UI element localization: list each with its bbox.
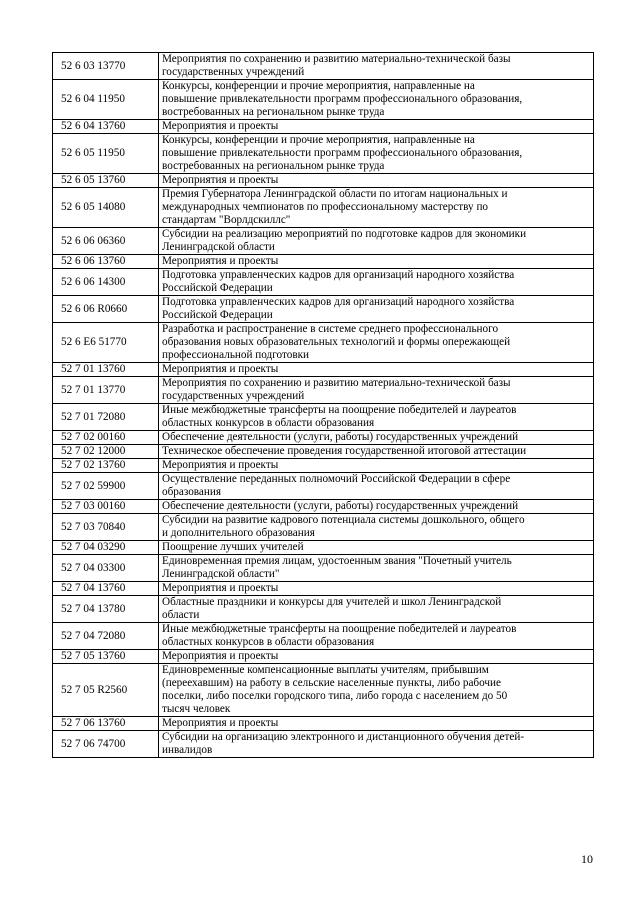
description-line: востребованных на региональном рынке труда	[162, 160, 385, 172]
table-row	[53, 323, 594, 363]
row-description	[159, 269, 594, 296]
description-line: стандартам "Ворлдскиллс"	[162, 214, 291, 226]
row-description	[159, 174, 594, 188]
table-row	[53, 120, 594, 134]
row-code: 52 6 05 14080	[53, 188, 159, 228]
table-row	[53, 255, 594, 269]
description-line: Иные межбюджетные трансферты на поощрение победителей и лауреатов	[162, 623, 517, 635]
description-line: Мероприятия и проекты	[162, 582, 279, 594]
table-row	[53, 80, 594, 120]
table-row	[53, 514, 594, 541]
description-line: области	[162, 609, 200, 621]
row-code: 52 6 E6 51770	[53, 323, 159, 363]
row-code: 52 7 05 R2560	[53, 664, 159, 717]
row-code: 52 7 04 03300	[53, 555, 159, 582]
description-line: международных чемпионатов по профессиональному мастерству по	[162, 201, 489, 213]
description-line: Субсидии на реализацию мероприятий по подготовке кадров для экономики	[162, 228, 527, 240]
description-line: областных конкурсов в области образования	[162, 417, 375, 429]
description-line: Мероприятия по сохранению и развитию материально-технической базы	[162, 377, 511, 389]
description-line: Подготовка управленческих кадров для организаций народного хозяйства	[162, 269, 515, 281]
row-description	[159, 377, 594, 404]
table-row	[53, 555, 594, 582]
description-line: Мероприятия и проекты	[162, 120, 279, 132]
table-row	[53, 134, 594, 174]
table-row	[53, 623, 594, 650]
row-code: 52 6 04 13760	[53, 120, 159, 134]
row-code: 52 6 06 06360	[53, 228, 159, 255]
description-line: государственных учреждений	[162, 390, 305, 402]
description-line: Обеспечение деятельности (услуги, работы) государственных учреждений	[162, 500, 519, 512]
table-row	[53, 500, 594, 514]
description-line: Мероприятия и проекты	[162, 717, 279, 729]
row-code: 52 6 06 13760	[53, 255, 159, 269]
row-description	[159, 623, 594, 650]
table-row	[53, 664, 594, 717]
row-description	[159, 459, 594, 473]
description-line: профессиональной подготовки	[162, 349, 310, 361]
row-code: 52 7 02 59900	[53, 473, 159, 500]
table-row	[53, 650, 594, 664]
row-description	[159, 80, 594, 120]
description-line: повышение привлекательности программ профессионального образования,	[162, 93, 523, 105]
row-code: 52 7 04 13760	[53, 582, 159, 596]
row-description	[159, 323, 594, 363]
description-line: Конкурсы, конференции и прочие мероприятия, направленные на	[162, 134, 475, 146]
table-row	[53, 541, 594, 555]
description-line: Обеспечение деятельности (услуги, работы) государственных учреждений	[162, 431, 519, 443]
row-description	[159, 596, 594, 623]
page-number: 10	[581, 852, 593, 866]
table-row	[53, 377, 594, 404]
description-line: (переехавшим) на работу в сельские населенные пункты, либо рабочие	[162, 677, 501, 689]
row-code: 52 7 02 12000	[53, 445, 159, 459]
row-description	[159, 431, 594, 445]
description-line: Осуществление переданных полномочий Российской Федерации в сфере	[162, 473, 511, 485]
row-description	[159, 473, 594, 500]
description-line: востребованных на региональном рынке труда	[162, 106, 385, 118]
description-line: Мероприятия по сохранению и развитию материально-технической базы	[162, 53, 511, 65]
description-line: Мероприятия и проекты	[162, 459, 279, 471]
description-line: Единовременные компенсационные выплаты учителям, прибывшим	[162, 664, 489, 676]
row-description	[159, 134, 594, 174]
description-line: Техническое обеспечение проведения государственной итоговой аттестации	[162, 445, 527, 457]
description-line: Мероприятия и проекты	[162, 255, 279, 267]
table-row	[53, 582, 594, 596]
row-description	[159, 53, 594, 80]
description-line: Мероприятия и проекты	[162, 174, 279, 186]
row-code: 52 7 02 00160	[53, 431, 159, 445]
row-description	[159, 582, 594, 596]
description-line: областных конкурсов в области образования	[162, 636, 375, 648]
table-row	[53, 363, 594, 377]
description-line: и дополнительного образования	[162, 527, 315, 539]
description-line: Субсидии на организацию электронного и дистанционного обучения детей-	[162, 731, 525, 743]
table-row	[53, 269, 594, 296]
description-line: Ленинградской области	[162, 241, 275, 253]
row-code: 52 7 01 13770	[53, 377, 159, 404]
table-body	[53, 53, 594, 758]
row-code: 52 6 05 13760	[53, 174, 159, 188]
description-line: повышение привлекательности программ профессионального образования,	[162, 147, 523, 159]
table-row	[53, 296, 594, 323]
row-code: 52 7 06 13760	[53, 717, 159, 731]
table-row	[53, 596, 594, 623]
row-code: 52 7 04 03290	[53, 541, 159, 555]
description-line: Конкурсы, конференции и прочие мероприятия, направленные на	[162, 80, 475, 92]
description-line: образования	[162, 486, 222, 498]
row-code: 52 6 06 R0660	[53, 296, 159, 323]
row-code: 52 7 04 13780	[53, 596, 159, 623]
table-row	[53, 459, 594, 473]
description-line: Единовременная премия лицам, удостоенным звания "Почетный учитель	[162, 555, 512, 567]
description-line: Подготовка управленческих кадров для организаций народного хозяйства	[162, 296, 515, 308]
row-description	[159, 296, 594, 323]
description-line: Российской Федерации	[162, 309, 273, 321]
description-line: Мероприятия и проекты	[162, 363, 279, 375]
row-description	[159, 514, 594, 541]
row-code: 52 6 04 11950	[53, 80, 159, 120]
row-code: 52 7 01 13760	[53, 363, 159, 377]
description-line: Субсидии на развитие кадрового потенциала системы дошкольного, общего	[162, 514, 525, 526]
description-line: Мероприятия и проекты	[162, 650, 279, 662]
row-code: 52 7 04 72080	[53, 623, 159, 650]
description-line: поселки, либо поселки городского типа, либо города с населением до 50	[162, 690, 508, 702]
table-row	[53, 731, 594, 758]
description-line: образования новых образовательных технологий и формы опережающей	[162, 336, 511, 348]
budget-codes-table	[52, 52, 594, 758]
table-row	[53, 228, 594, 255]
description-line: Премия Губернатора Ленинградской области по итогам национальных и	[162, 188, 508, 200]
row-description	[159, 445, 594, 459]
row-description	[159, 555, 594, 582]
row-description	[159, 363, 594, 377]
description-line: Областные праздники и конкурсы для учителей и школ Ленинградской	[162, 596, 502, 608]
table-row	[53, 188, 594, 228]
description-line: тысяч человек	[162, 703, 231, 715]
row-code: 52 6 06 14300	[53, 269, 159, 296]
row-description	[159, 228, 594, 255]
row-description	[159, 120, 594, 134]
row-code: 52 7 03 70840	[53, 514, 159, 541]
row-code: 52 7 02 13760	[53, 459, 159, 473]
table-row	[53, 473, 594, 500]
row-description	[159, 664, 594, 717]
row-code: 52 7 06 74700	[53, 731, 159, 758]
description-line: Разработка и распространение в системе среднего профессионального	[162, 323, 499, 335]
row-description	[159, 650, 594, 664]
table-row	[53, 404, 594, 431]
row-description	[159, 188, 594, 228]
description-line: государственных учреждений	[162, 66, 305, 78]
table-row	[53, 174, 594, 188]
description-line: Иные межбюджетные трансферты на поощрение победителей и лауреатов	[162, 404, 517, 416]
row-description	[159, 255, 594, 269]
row-code: 52 6 03 13770	[53, 53, 159, 80]
row-code: 52 7 01 72080	[53, 404, 159, 431]
table-row	[53, 445, 594, 459]
table-row	[53, 53, 594, 80]
description-line: Российской Федерации	[162, 282, 273, 294]
table-row	[53, 717, 594, 731]
description-line: инвалидов	[162, 744, 213, 756]
description-line: Поощрение лучших учителей	[162, 541, 304, 553]
table-row	[53, 431, 594, 445]
row-code: 52 6 05 11950	[53, 134, 159, 174]
row-code: 52 7 05 13760	[53, 650, 159, 664]
description-line: Ленинградской области"	[162, 568, 280, 580]
row-description	[159, 731, 594, 758]
row-code: 52 7 03 00160	[53, 500, 159, 514]
row-description	[159, 404, 594, 431]
row-description	[159, 500, 594, 514]
row-description	[159, 541, 594, 555]
row-description	[159, 717, 594, 731]
